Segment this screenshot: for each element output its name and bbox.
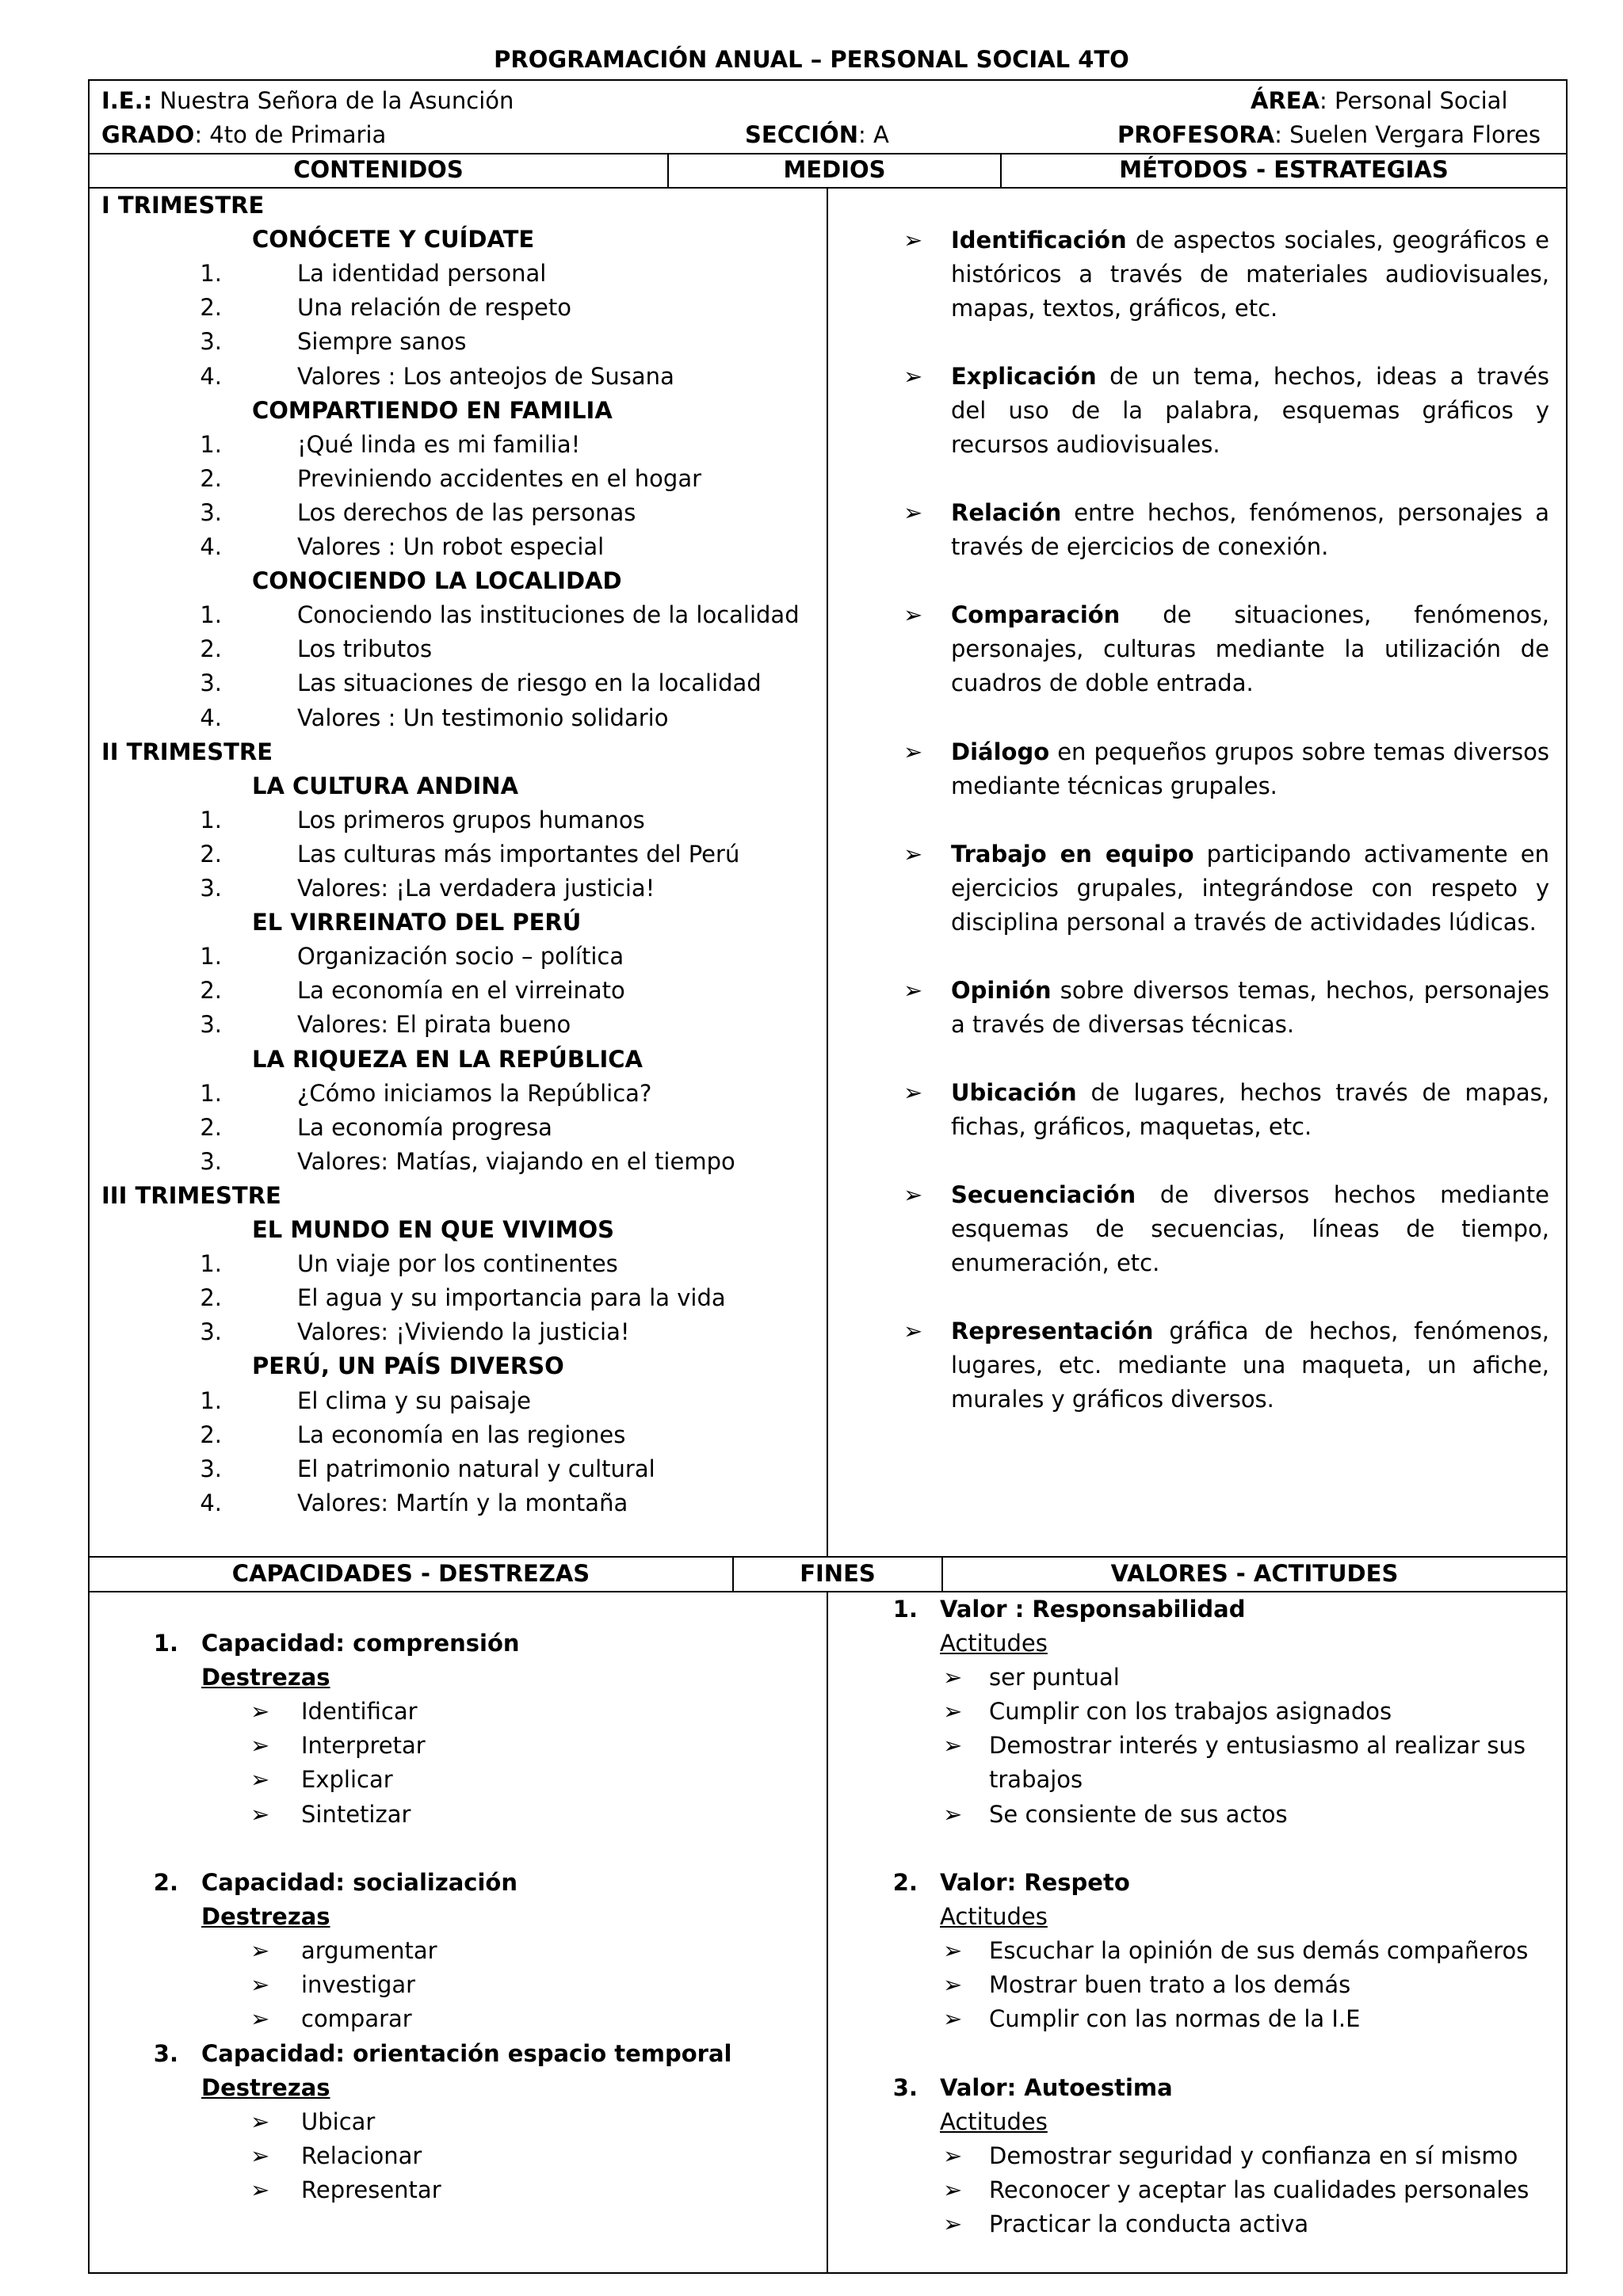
content-item: La economía en el virreinato <box>297 977 625 1005</box>
item-number: 2. <box>200 464 222 492</box>
valor-number: 2. <box>892 1869 918 1896</box>
metodo-term: Identificación <box>951 227 1127 254</box>
metodo-item <box>951 1314 1549 1417</box>
col-header-metodos: MÉTODOS - ESTRATEGIAS <box>1119 156 1449 183</box>
col-header-contenidos: CONTENIDOS <box>293 156 464 183</box>
content-item: Valores: Martín y la montaña <box>297 1489 628 1516</box>
bullet-arrow-icon: ➢ <box>943 1937 963 1965</box>
col-header-fines: FINES <box>800 1560 876 1587</box>
item-number: 1. <box>200 260 222 288</box>
metodo-item <box>951 837 1549 940</box>
bullet-arrow-icon: ➢ <box>903 363 923 390</box>
item-number: 2. <box>200 294 222 322</box>
item-number: 3. <box>200 498 222 526</box>
bullet-arrow-icon: ➢ <box>250 1766 270 1794</box>
bullet-arrow-icon: ➢ <box>250 1937 270 1965</box>
actitudes-label: Actitudes <box>940 1630 1048 1657</box>
bullet-arrow-icon: ➢ <box>903 1181 923 1208</box>
bullet-arrow-icon: ➢ <box>250 2108 270 2136</box>
item-number: 4. <box>200 1489 222 1516</box>
content-item: La identidad personal <box>297 260 547 288</box>
col-header-valores: VALORES - ACTITUDES <box>1110 1560 1399 1587</box>
item-number: 3. <box>200 875 222 902</box>
capacidad-number: 3. <box>153 2040 178 2067</box>
actitud-item: Demostrar seguridad y confianza en sí mismo <box>989 2142 1518 2170</box>
item-number: 1. <box>200 1386 222 1414</box>
content-item: Valores : Un robot especial <box>297 533 605 560</box>
metodo-term: Comparación <box>951 601 1121 628</box>
content-item: Valores: ¡Viviendo la justicia! <box>297 1318 630 1346</box>
bullet-arrow-icon: ➢ <box>943 1971 963 1999</box>
destreza-item: Interpretar <box>301 1732 426 1760</box>
content-item: Un viaje por los continentes <box>297 1250 618 1278</box>
item-number: 3. <box>200 1011 222 1039</box>
bullet-arrow-icon: ➢ <box>903 499 923 526</box>
actitud-item: Practicar la conducta activa <box>989 2210 1309 2238</box>
destreza-item: Relacionar <box>301 2142 422 2170</box>
bullet-arrow-icon: ➢ <box>943 2005 963 2033</box>
metodo-item <box>951 496 1549 564</box>
content-item: La economía en las regiones <box>297 1421 626 1448</box>
unit-title: EL VIRREINATO DEL PERÚ <box>252 909 582 936</box>
destreza-item: Sintetizar <box>301 1800 411 1828</box>
actitud-item: ser puntual <box>989 1664 1120 1691</box>
capacidad-title: Capacidad: socialización <box>201 1869 518 1896</box>
content-item: El agua y su importancia para la vida <box>297 1284 726 1312</box>
content-item: Las culturas más importantes del Perú <box>297 840 740 868</box>
actitud-item: Cumplir con las normas de la I.E <box>989 2005 1361 2033</box>
area-field: ÁREA: Personal Social <box>1251 87 1508 114</box>
metodo-text: de situaciones, fenómenos, personajes, culturas mediante la utilización de cuadros de doble entrada. <box>951 601 1549 696</box>
item-number: 1. <box>200 1079 222 1107</box>
capacidad-number: 1. <box>153 1630 178 1657</box>
bullet-arrow-icon: ➢ <box>943 2142 963 2170</box>
item-number: 2. <box>200 977 222 1005</box>
item-number: 2. <box>200 1113 222 1141</box>
destreza-item: investigar <box>301 1971 416 1999</box>
item-number: 2. <box>200 1421 222 1448</box>
unit-title: LA CULTURA ANDINA <box>252 772 519 799</box>
metodo-item <box>951 974 1549 1042</box>
item-number: 3. <box>200 1455 222 1482</box>
bullet-arrow-icon: ➢ <box>903 1079 923 1106</box>
content-item: Los primeros grupos humanos <box>297 806 645 833</box>
destreza-item: comparar <box>301 2005 412 2033</box>
content-item: Previniendo accidentes en el hogar <box>297 464 702 492</box>
rule-body-divider <box>827 187 828 1556</box>
content-item: Conociendo las instituciones de la localidad <box>297 601 800 629</box>
bullet-arrow-icon: ➢ <box>943 2176 963 2204</box>
unit-title: COMPARTIENDO EN FAMILIA <box>252 396 613 424</box>
content-item: Siempre sanos <box>297 328 467 356</box>
content-item: El clima y su paisaje <box>297 1386 531 1414</box>
item-number: 2. <box>200 840 222 868</box>
metodo-text: gráfica de hechos, fenómenos, lugares, etc. mediante una maqueta, un afiche, murales y gráficos diversos. <box>951 1318 1549 1413</box>
seccion-field: SECCIÓN: A <box>745 121 889 148</box>
bullet-arrow-icon: ➢ <box>250 1732 270 1760</box>
bullet-arrow-icon: ➢ <box>903 977 923 1004</box>
content-item: Valores : Un testimonio solidario <box>297 704 669 731</box>
content-item: Las situaciones de riesgo en la localidad <box>297 669 762 697</box>
bullet-arrow-icon: ➢ <box>943 1800 963 1828</box>
item-number: 3. <box>200 1147 222 1175</box>
actitud-item: Cumplir con los trabajos asignados <box>989 1698 1392 1726</box>
capacidad-number: 2. <box>153 1869 178 1896</box>
actitud-item: Escuchar la opinión de sus demás compañeros <box>989 1937 1529 1965</box>
content-item: Valores : Los anteojos de Susana <box>297 362 674 390</box>
valor-title: Valor: Autoestima <box>940 2074 1173 2101</box>
actitud-item: Se consiente de sus actos <box>989 1800 1288 1828</box>
metodo-item <box>951 360 1549 462</box>
item-number: 4. <box>200 704 222 731</box>
content-item: Valores: ¡La verdadera justicia! <box>297 875 655 902</box>
metodo-text: de un tema, hechos, ideas a través del uso de la palabra, esquemas gráficos y recursos audiovisuales. <box>951 363 1549 458</box>
item-number: 4. <box>200 362 222 390</box>
grado-field: GRADO: 4to de Primaria <box>101 121 387 148</box>
metodo-text: en pequeños grupos sobre temas diversos mediante técnicas grupales. <box>951 738 1549 799</box>
valor-number: 1. <box>892 1596 918 1623</box>
destreza-item: Identificar <box>301 1698 418 1726</box>
bullet-arrow-icon: ➢ <box>903 841 923 868</box>
trimestre-heading: I TRIMESTRE <box>101 192 265 219</box>
destreza-item: Representar <box>301 2176 441 2204</box>
metodo-text: sobre diversos temas, hechos, personajes a través de diversas técnicas. <box>951 977 1549 1038</box>
metodo-term: Relación <box>951 499 1062 526</box>
bullet-arrow-icon: ➢ <box>250 1698 270 1726</box>
metodo-term: Opinión <box>951 977 1052 1004</box>
bullet-arrow-icon: ➢ <box>250 1971 270 1999</box>
actitud-item: Mostrar buen trato a los demás <box>989 1971 1351 1999</box>
item-number: 3. <box>200 328 222 356</box>
destrezas-label: Destrezas <box>201 1903 330 1931</box>
content-item: Una relación de respeto <box>297 294 571 322</box>
metodo-text: de aspectos sociales, geográficos e históricos a través de materiales audiovisuales, mapas, textos, gráficos, etc. <box>951 227 1549 322</box>
trimestre-heading: II TRIMESTRE <box>101 738 273 765</box>
actitud-item: Reconocer y aceptar las cualidades personales <box>989 2176 1529 2204</box>
valor-number: 3. <box>892 2074 918 2101</box>
bullet-arrow-icon: ➢ <box>943 1698 963 1726</box>
unit-title: CONÓCETE Y CUÍDATE <box>252 226 535 254</box>
metodo-text: de lugares, hechos través de mapas, fichas, gráficos, maquetas, etc. <box>951 1079 1549 1140</box>
bullet-arrow-icon: ➢ <box>903 227 923 254</box>
item-number: 1. <box>200 806 222 833</box>
content-item: Valores: Matías, viajando en el tiempo <box>297 1147 735 1175</box>
metodo-item <box>951 1076 1549 1144</box>
content-item: Valores: El pirata bueno <box>297 1011 571 1039</box>
trimestre-heading: III TRIMESTRE <box>101 1181 281 1209</box>
destrezas-label: Destrezas <box>201 1664 330 1691</box>
unit-title: PERÚ, UN PAÍS DIVERSO <box>252 1352 564 1380</box>
item-number: 4. <box>200 533 222 560</box>
metodo-item <box>951 598 1549 700</box>
metodo-term: Ubicación <box>951 1079 1077 1106</box>
unit-title: CONOCIENDO LA LOCALIDAD <box>252 567 622 595</box>
actitudes-label: Actitudes <box>940 2108 1048 2136</box>
unit-title: LA RIQUEZA EN LA REPÚBLICA <box>252 1045 643 1073</box>
destrezas-label: Destrezas <box>201 2074 330 2102</box>
metodo-term: Explicación <box>951 363 1097 390</box>
item-number: 1. <box>200 1250 222 1278</box>
bullet-arrow-icon: ➢ <box>903 601 923 628</box>
metodo-term: Diálogo <box>951 738 1050 765</box>
actitud-item: Demostrar interés y entusiasmo al realizar sus trabajos <box>989 1732 1526 1794</box>
item-number: 3. <box>200 1318 222 1346</box>
metodo-text: participando activamente en ejercicios grupales, integrándose con respeto y disciplina personal a través de actividades lúdicas. <box>951 841 1549 936</box>
item-number: 1. <box>200 601 222 629</box>
metodo-text: entre hechos, fenómenos, personajes a través de ejercicios de conexión. <box>951 499 1549 560</box>
metodo-term: Secuenciación <box>951 1181 1136 1208</box>
bullet-arrow-icon: ➢ <box>250 1800 270 1828</box>
metodo-item <box>951 223 1549 326</box>
bullet-arrow-icon: ➢ <box>903 738 923 765</box>
content-item: ¿Cómo iniciamos la República? <box>297 1079 652 1107</box>
col-header-medios: MEDIOS <box>783 156 886 183</box>
destreza-item: Ubicar <box>301 2108 376 2136</box>
bullet-arrow-icon: ➢ <box>250 2176 270 2204</box>
content-item: Los tributos <box>297 635 433 663</box>
metodo-item <box>951 735 1549 803</box>
page-title: PROGRAMACIÓN ANUAL – PERSONAL SOCIAL 4TO <box>494 46 1129 73</box>
bullet-arrow-icon: ➢ <box>250 2142 270 2170</box>
col-header-capacidades: CAPACIDADES - DESTREZAS <box>231 1560 590 1587</box>
content-item: ¡Qué linda es mi familia! <box>297 430 581 458</box>
unit-title: EL MUNDO EN QUE VIVIMOS <box>252 1216 615 1243</box>
metodo-text: de diversos hechos mediante esquemas de secuencias, líneas de tiempo, enumeración, etc. <box>951 1181 1549 1276</box>
content-item: El patrimonio natural y cultural <box>297 1455 655 1482</box>
valor-title: Valor : Responsabilidad <box>940 1596 1246 1623</box>
rule-body2-divider <box>827 1591 828 2274</box>
bullet-arrow-icon: ➢ <box>943 1664 963 1691</box>
destreza-item: Explicar <box>301 1766 393 1794</box>
capacidad-title: Capacidad: orientación espacio temporal <box>201 2040 732 2067</box>
content-item: La economía progresa <box>297 1113 552 1141</box>
bullet-arrow-icon: ➢ <box>943 1732 963 1760</box>
bullet-arrow-icon: ➢ <box>250 2005 270 2033</box>
item-number: 1. <box>200 430 222 458</box>
valor-title: Valor: Respeto <box>940 1869 1130 1896</box>
content-item: Organización socio – política <box>297 943 624 971</box>
metodo-term: Representación <box>951 1318 1154 1344</box>
destreza-item: argumentar <box>301 1937 437 1965</box>
bullet-arrow-icon: ➢ <box>943 2210 963 2238</box>
ie-field: I.E.: Nuestra Señora de la Asunción <box>101 87 514 114</box>
capacidad-title: Capacidad: comprensión <box>201 1630 520 1657</box>
profesora-field: PROFESORA: Suelen Vergara Flores <box>1117 121 1541 148</box>
content-item: Los derechos de las personas <box>297 498 636 526</box>
actitudes-label: Actitudes <box>940 1903 1048 1931</box>
item-number: 2. <box>200 635 222 663</box>
metodo-item <box>951 1178 1549 1280</box>
bullet-arrow-icon: ➢ <box>903 1318 923 1344</box>
item-number: 3. <box>200 669 222 697</box>
item-number: 1. <box>200 943 222 971</box>
item-number: 2. <box>200 1284 222 1312</box>
metodo-term: Trabajo en equipo <box>951 841 1194 868</box>
